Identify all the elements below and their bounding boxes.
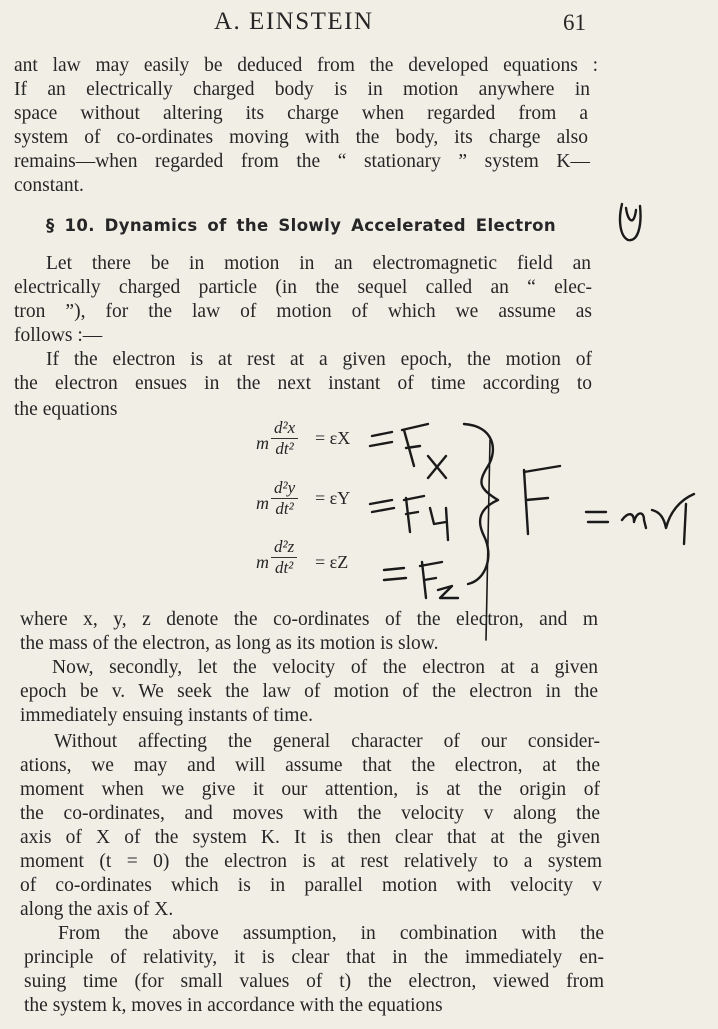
text-line: the mass of the electron, as long as its motion is slow.: [20, 633, 439, 654]
text-line: principle of relativity, it is clear that in the immediately en-: [24, 947, 604, 968]
text-line: suing time (for small values of t) the electron, viewed from: [24, 971, 604, 992]
text-line: the equations: [14, 399, 118, 420]
f-equals-m-gamma: [524, 466, 694, 544]
fraction-denominator: dt²: [275, 439, 294, 458]
text-line: ant law may easily be deduced from the developed equations :: [14, 55, 598, 76]
equation-rhs: = εX: [315, 428, 351, 448]
fraction-numerator: d²x: [271, 418, 298, 439]
text-line: Let there be in motion in an electromagnetic field an: [46, 253, 591, 274]
text-line: immediately ensuing instants of time.: [20, 705, 313, 726]
text-line: follows :—: [14, 325, 103, 346]
u-scribble: [620, 204, 641, 240]
text-line: epoch be v. We seek the law of motion of the electron in the: [20, 681, 598, 702]
mass-symbol: m: [256, 552, 269, 572]
text-line: ations, we may and will assume that the electron, at the: [20, 755, 600, 776]
mass-symbol: m: [256, 493, 269, 513]
fz-annotation: [384, 562, 458, 598]
text-line: Without affecting the general character of our consider-: [54, 731, 600, 752]
fraction-denominator: dt²: [274, 558, 294, 577]
fraction-denominator: dt²: [275, 499, 294, 518]
text-line: If an electrically charged body is in motion anywhere in: [14, 79, 590, 100]
text-line: of co-ordinates which is in parallel motion with velocity v: [20, 875, 602, 896]
text-line: axis of X of the system K. It is then clear that at the given: [20, 827, 600, 848]
mass-symbol: m: [256, 433, 269, 453]
text-line: constant.: [14, 175, 84, 196]
text-line: tron ”), for the law of motion of which we assume as: [14, 301, 592, 322]
equation-rhs: = εY: [315, 488, 351, 508]
text-line: the co-ordinates, and moves with the velocity v along the: [20, 803, 600, 824]
text-line: space without altering its charge when regarded from a: [14, 103, 588, 124]
brace: [464, 424, 498, 584]
text-line: along the axis of X.: [20, 899, 174, 920]
fraction-numerator: d²z: [271, 537, 297, 558]
text-line: moment when we give it our attention, is at the origin of: [20, 779, 600, 800]
text-line: the system k, moves in accordance with the equations: [24, 995, 443, 1016]
text-line: the electron ensues in the next instant of time according to: [14, 373, 592, 394]
text-line: moment (t = 0) the electron is at rest relatively to a system: [20, 851, 602, 872]
equation-rhs: = εZ: [315, 552, 349, 572]
text-line: Now, secondly, let the velocity of the electron at a given: [52, 657, 598, 678]
fy-annotation: [370, 496, 448, 540]
fx-annotation: [370, 424, 446, 478]
text-line: If the electron is at rest at a given epoch, the motion of: [46, 349, 592, 370]
text-line: where x, y, z denote the co-ordinates of the electron, and m: [20, 609, 598, 630]
running-head: A. EINSTEIN: [214, 8, 374, 35]
text-line: electrically charged particle (in the sequel called an “ elec-: [14, 277, 592, 298]
text-line: From the above assumption, in combination with the: [58, 923, 604, 944]
text-line: remains—when regarded from the “ stationary ” system K—: [14, 151, 590, 172]
page-number: 61: [563, 10, 586, 35]
text-line: system of co-ordinates moving with the body, its charge also: [14, 127, 588, 148]
fraction-numerator: d²y: [271, 478, 298, 499]
section-heading: § 10. Dynamics of the Slowly Accelerated Electron: [46, 216, 556, 235]
